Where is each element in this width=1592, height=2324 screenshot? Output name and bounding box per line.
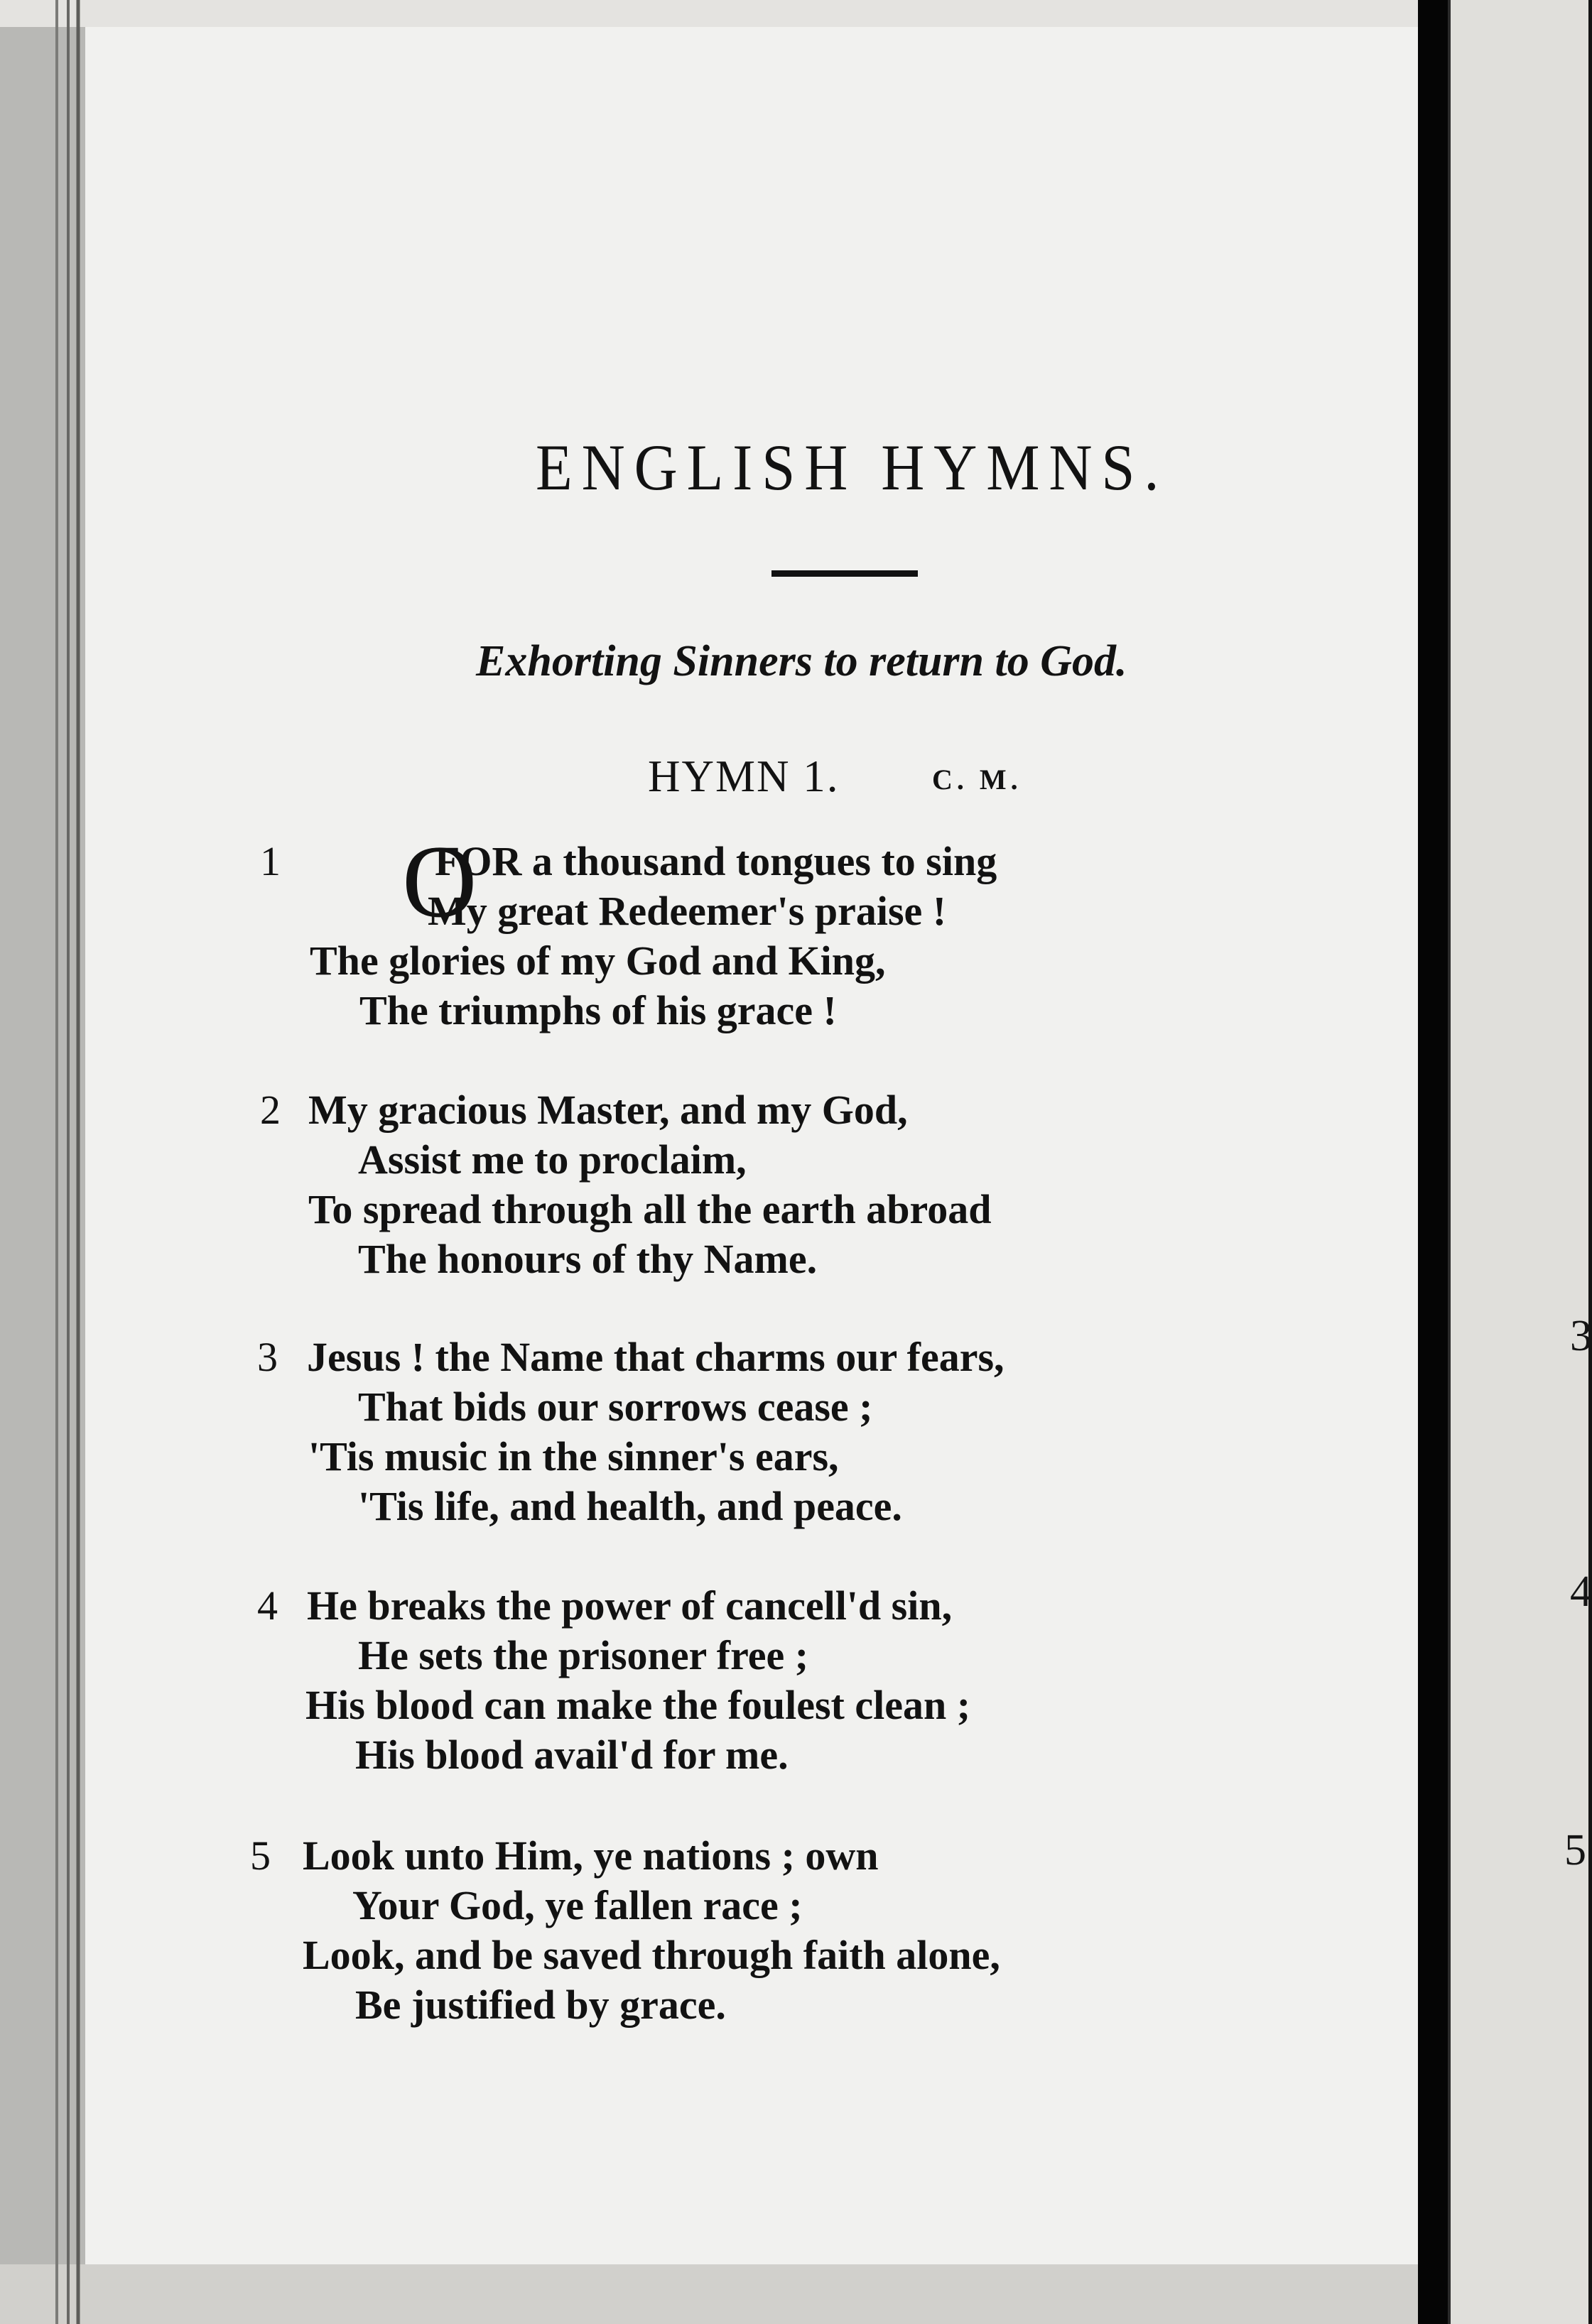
- stanza-number: 5: [250, 1832, 271, 1879]
- stanza-number: 3: [257, 1334, 278, 1380]
- stanza-line: The triumphs of his grace !: [359, 987, 837, 1033]
- stanza-line: His blood avail'd for me.: [355, 1732, 789, 1778]
- stanza-line: His blood can make the foulest clean ;: [305, 1682, 971, 1728]
- adjacent-page-number: 5: [1564, 1826, 1586, 1874]
- stanza-line: To spread through all the earth abroad: [308, 1186, 992, 1232]
- page-heading: ENGLISH HYMNS.: [536, 431, 1169, 504]
- stanza-line: Look unto Him, ye nations ; own: [303, 1832, 879, 1879]
- stanza-number: 4: [257, 1582, 278, 1629]
- stanza-line: That bids our sorrows cease ;: [358, 1384, 873, 1430]
- stanza-line: FOR a thousand tongues to sing: [435, 838, 997, 884]
- stanza-number: 1: [260, 838, 281, 884]
- stanza-line: Jesus ! the Name that charms our fears,: [307, 1334, 1005, 1380]
- heading-rule: [771, 570, 918, 577]
- adjacent-page-number: 4: [1570, 1568, 1592, 1616]
- stanza-line: Look, and be saved through faith alone,: [303, 1932, 1000, 1978]
- stanza-number: 2: [260, 1087, 281, 1133]
- stanza-line: The glories of my God and King,: [310, 938, 886, 984]
- section-subheading: Exhorting Sinners to return to God.: [476, 637, 1127, 685]
- stanza-line: The honours of thy Name.: [358, 1236, 818, 1282]
- stanza-line: My great Redeemer's praise !: [428, 888, 947, 934]
- stanza-line: 'Tis music in the sinner's ears,: [308, 1433, 839, 1479]
- stanza-line: He sets the prisoner free ;: [358, 1632, 809, 1678]
- stanza-line: My gracious Master, and my God,: [308, 1087, 908, 1133]
- hymn-title: HYMN 1.: [648, 751, 840, 801]
- book-page: [85, 27, 1418, 2264]
- stanza-line: Your God, ye fallen race ;: [352, 1882, 803, 1928]
- stanza-line: Be justified by grace.: [355, 1982, 726, 2028]
- adjacent-page-number: 3: [1570, 1312, 1592, 1360]
- drop-cap: O: [402, 824, 477, 939]
- hymn-meter: C. M.: [932, 764, 1022, 796]
- stanza-line: He breaks the power of cancell'd sin,: [307, 1582, 953, 1629]
- stanza-line: 'Tis life, and health, and peace.: [358, 1483, 902, 1529]
- stanza-line: Assist me to proclaim,: [358, 1136, 747, 1183]
